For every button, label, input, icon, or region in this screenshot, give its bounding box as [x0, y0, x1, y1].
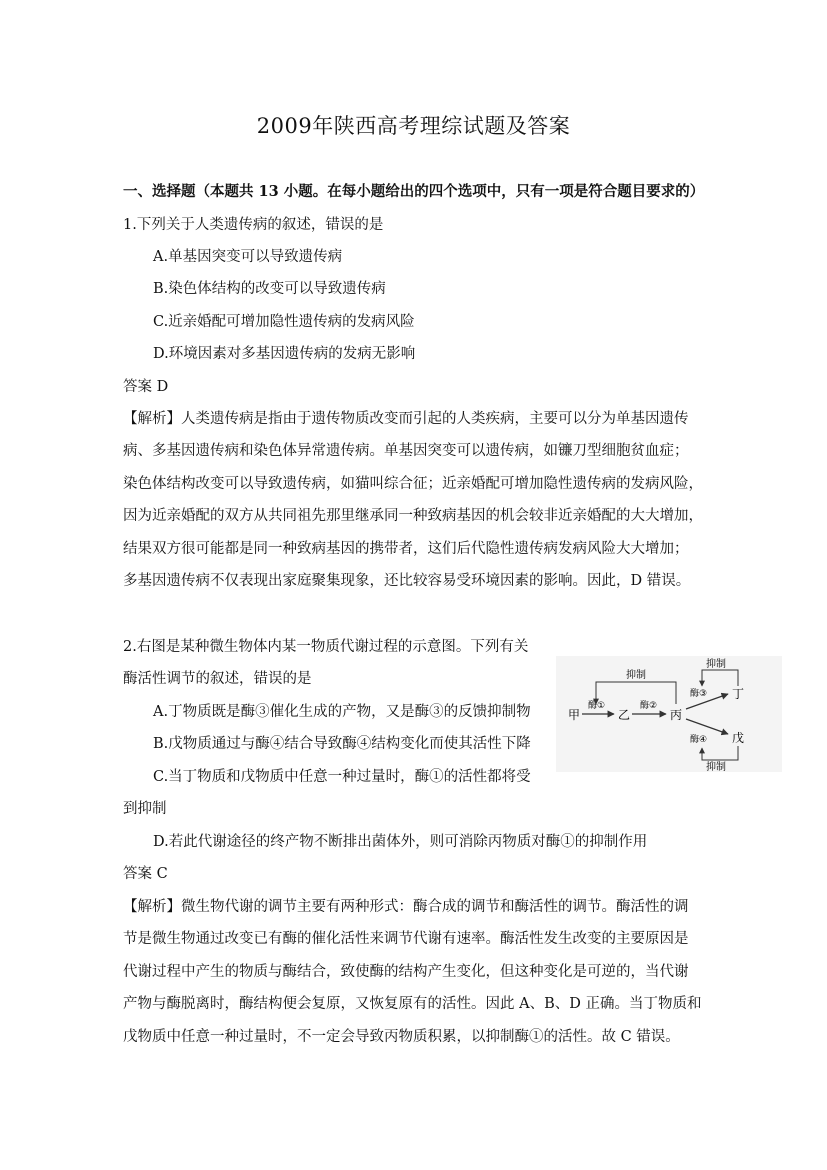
label-inhibit-top: 抑制: [626, 670, 646, 681]
label-enzyme3: 酶③: [690, 689, 708, 699]
q1-analysis-line: 【解析】人类遗传病是指由于遗传物质改变而引起的人类疾病，主要可以分为单基因遗传: [123, 411, 689, 427]
q1-option-b: B.染色体结构的改变可以导致遗传病: [153, 281, 386, 297]
q2-option-c: C.当丁物质和戊物质中任意一种过量时，酶①的活性都将受: [153, 769, 531, 785]
label-ding: 丁: [732, 687, 745, 701]
q1-option-a: A.单基因突变可以导致遗传病: [153, 249, 343, 265]
label-inhibit-bottom: 抑制: [706, 762, 726, 772]
q1-analysis-line: 多基因遗传病不仅表现出家庭聚集现象，还比较容易受环境因素的影响。因此，D 错误。: [123, 573, 691, 589]
document-title: 2009年陕西高考理综试题及答案: [256, 114, 571, 138]
q2-analysis-line: 代谢过程中产生的物质与酶结合，致使酶的结构产生变化，但这种变化是可逆的，当代谢: [123, 964, 689, 980]
q2-option-b: B.戊物质通过与酶④结合导致酶④结构变化而使其活性下降: [153, 736, 531, 752]
metabolic-pathway-diagram: [556, 656, 782, 772]
q1-option-c: C.近亲婚配可增加隐性遗传病的发病风险: [153, 314, 415, 330]
q1-answer: 答案 D: [123, 379, 169, 395]
label-inhibit-right: 抑制: [706, 659, 726, 670]
label-bing: 丙: [670, 708, 683, 722]
q2-stem-line1: 2.右图是某种微生物体内某一物质代谢过程的示意图。下列有关: [123, 639, 529, 655]
label-enzyme4: 酶④: [690, 735, 708, 745]
q1-analysis-line: 染色体结构改变可以导致遗传病，如猫叫综合征；近亲婚配可增加隐性遗传病的发病风险，: [123, 476, 703, 492]
q1-analysis-line: 因为近亲婚配的双方从共同祖先那里继承同一种致病基因的机会较非近亲婚配的大大增加，: [123, 508, 703, 524]
label-enzyme1: 酶①: [588, 701, 606, 711]
q2-option-d: D.若此代谢途径的终产物不断排出菌体外，则可消除丙物质对酶①的抑制作用: [153, 834, 648, 850]
q2-stem-line2: 酶活性调节的叙述，错误的是: [123, 671, 312, 687]
q2-answer: 答案 C: [123, 866, 168, 882]
q2-option-c-cont: 到抑制: [123, 801, 167, 817]
label-jia: 甲: [568, 708, 581, 722]
label-wu: 戊: [732, 731, 745, 745]
q2-analysis-line: 产物与酶脱离时，酶结构便会复原，又恢复原有的活性。因此 A、B、D 正确。当丁物质和: [123, 996, 702, 1012]
q1-stem: 1.下列关于人类遗传病的叙述，错误的是: [123, 217, 384, 233]
q1-analysis-line: 结果双方很可能都是同一种致病基因的携带者，这们后代隐性遗传病发病风险大大增加；: [123, 541, 689, 557]
q2-analysis-line: 节是微生物通过改变已有酶的催化活性来调节代谢有速率。酶活性发生改变的主要原因是: [123, 931, 689, 947]
label-yi: 乙: [618, 708, 631, 722]
q1-option-d: D.环境因素对多基因遗传病的发病无影响: [153, 346, 416, 362]
q2-analysis-line: 戊物质中任意一种过量时，不一定会导致丙物质积累，以抑制酶①的活性。故 C 错误。: [123, 1029, 680, 1045]
q2-analysis-line: 【解析】微生物代谢的调节主要有两种形式：酶合成的调节和酶活性的调节。酶活性的调: [123, 899, 689, 915]
q1-analysis-line: 病、多基因遗传病和染色体异常遗传病。单基因突变可以遗传病，如镰刀型细胞贫血症；: [123, 443, 689, 459]
label-enzyme2: 酶②: [640, 701, 658, 711]
section-heading: 一、选择题（本题共 13 小题。在每小题给出的四个选项中，只有一项是符合题目要求的）: [123, 183, 705, 200]
q2-option-a: A.丁物质既是酶③催化生成的产物，又是酶③的反馈抑制物: [153, 704, 531, 720]
